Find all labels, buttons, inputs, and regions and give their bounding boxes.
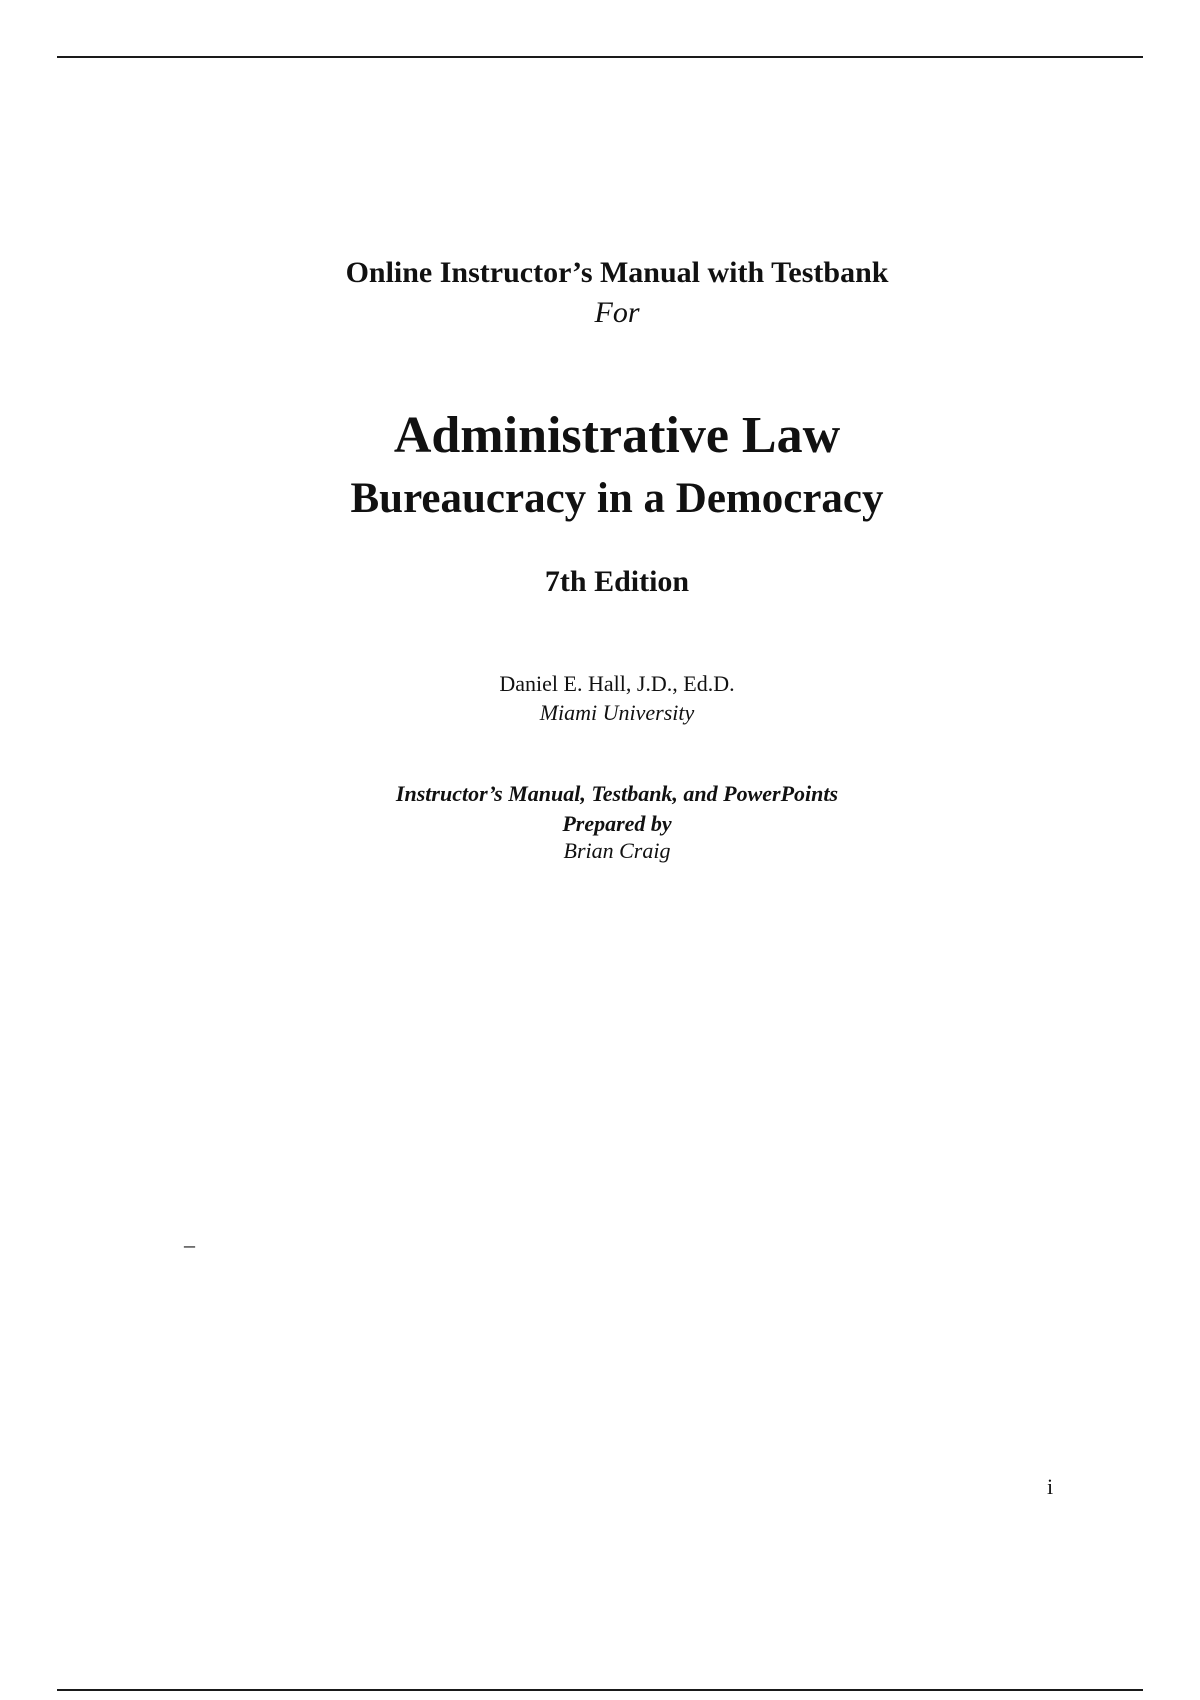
bottom-rule	[57, 1689, 1143, 1691]
author-name: Daniel E. Hall, J.D., Ed.D.	[499, 671, 735, 696]
preparer-name: Brian Craig	[563, 838, 671, 863]
book-subtitle: Bureaucracy in a Democracy	[350, 475, 884, 522]
top-rule	[57, 56, 1143, 58]
edition-label: 7th Edition	[544, 565, 690, 598]
book-title: Administrative Law	[393, 407, 841, 464]
for-line: For	[594, 296, 640, 329]
author-affiliation: Miami University	[539, 700, 695, 725]
prepared-materials: Instructor’s Manual, Testbank, and PowerPoints	[395, 781, 839, 806]
stray-dash: –	[184, 1232, 195, 1257]
page-number: i	[1047, 1474, 1054, 1499]
prepared-by-label: Prepared by	[562, 811, 672, 836]
manual-title: Online Instructor’s Manual with Testbank	[345, 256, 889, 289]
